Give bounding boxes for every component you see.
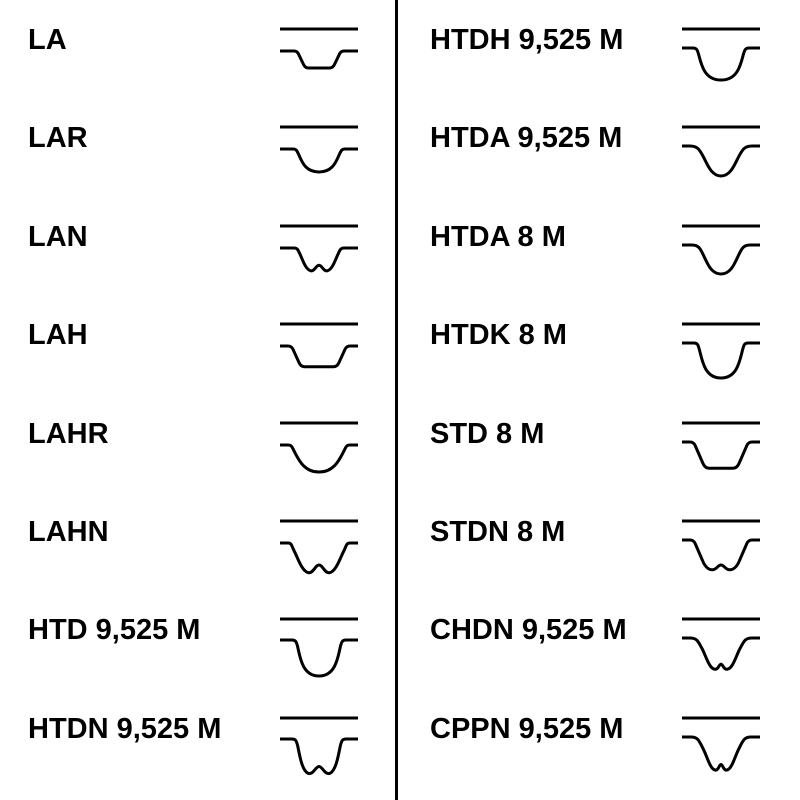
profile-row-lah (0, 315, 395, 413)
profile-label-stdn-8: STDN 8 M (430, 515, 566, 548)
profile-row-cppn-9525 (398, 709, 800, 800)
profile-row-lahr (0, 414, 395, 512)
profile-row-chdn-9525 (398, 610, 800, 708)
profile-label-htdn-9525: HTDN 9,525 M (28, 712, 222, 745)
profile-label-std-8: STD 8 M (430, 417, 545, 450)
belt-tooth-profile-icon-htd-9525 (280, 616, 358, 682)
belt-tooth-profile-icon-htdh-9525 (682, 26, 760, 92)
profile-label-lahn: LAHN (28, 515, 109, 548)
profile-label-lar: LAR (28, 122, 88, 155)
profile-row-lahn (0, 512, 395, 610)
profile-row-lan (0, 217, 395, 315)
belt-tooth-profile-icon-lahr (280, 420, 358, 486)
belt-tooth-profile-icon-htda-9525 (682, 124, 760, 190)
belt-tooth-profile-icon-lar (280, 124, 358, 190)
profile-label-lahr: LAHR (28, 417, 109, 450)
profile-label-htdk-8: HTDK 8 M (430, 319, 567, 352)
profile-label-htda-9525: HTDA 9,525 M (430, 122, 623, 155)
profile-label-lan: LAN (28, 220, 88, 253)
profile-row-htda-9525 (398, 118, 800, 216)
profile-row-htdk-8 (398, 315, 800, 413)
profile-label-htdh-9525: HTDH 9,525 M (430, 24, 624, 56)
belt-tooth-profile-icon-la (280, 26, 358, 92)
profile-column-right (398, 20, 800, 800)
belt-tooth-profile-icon-htda-8 (682, 223, 760, 289)
profile-row-htdn-9525 (0, 709, 395, 800)
belt-tooth-profile-icon-std-8 (682, 420, 760, 486)
profile-row-std-8 (398, 414, 800, 512)
belt-tooth-profile-icon-stdn-8 (682, 518, 760, 584)
profile-row-stdn-8 (398, 512, 800, 610)
profile-row-la (0, 20, 395, 118)
profile-row-htd-9525 (0, 610, 395, 708)
belt-tooth-profile-icon-lan (280, 223, 358, 289)
belt-tooth-profile-icon-cppn-9525 (682, 715, 760, 781)
profile-label-la: LA (28, 24, 67, 56)
belt-tooth-profile-icon-chdn-9525 (682, 616, 760, 682)
profile-row-htdh-9525 (398, 20, 800, 118)
profile-label-htd-9525: HTD 9,525 M (28, 614, 201, 647)
belt-tooth-profile-icon-lahn (280, 518, 358, 584)
belt-tooth-profile-icon-htdn-9525 (280, 715, 358, 781)
belt-tooth-profile-icon-lah (280, 321, 358, 387)
belt-tooth-profile-icon-htdk-8 (682, 321, 760, 387)
profile-label-lah: LAH (28, 319, 88, 352)
profile-label-cppn-9525: CPPN 9,525 M (430, 712, 624, 745)
profile-row-htda-8 (398, 217, 800, 315)
profile-label-chdn-9525: CHDN 9,525 M (430, 614, 627, 647)
profile-column-left (0, 20, 395, 800)
profile-row-lar (0, 118, 395, 216)
profile-label-htda-8: HTDA 8 M (430, 220, 566, 253)
